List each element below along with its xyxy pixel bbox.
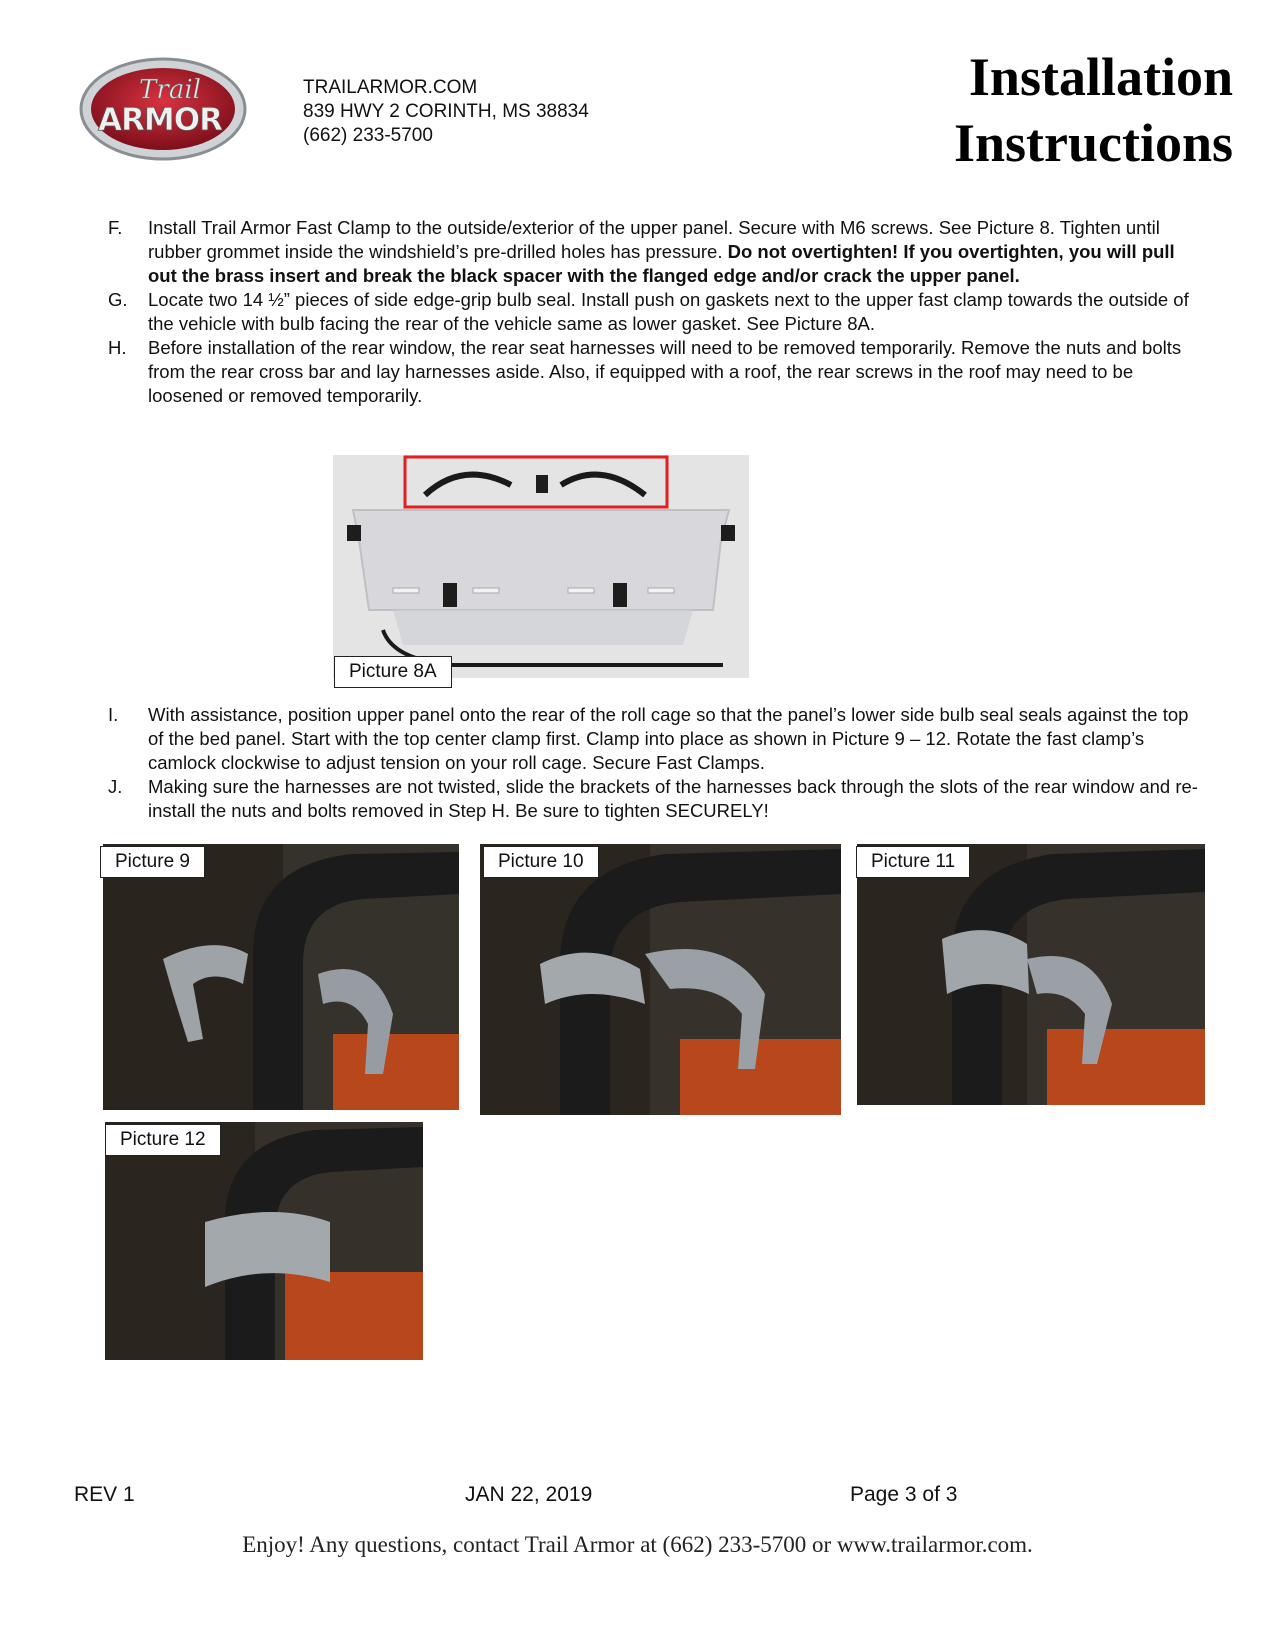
- title-line-2: Instructions: [953, 113, 1233, 173]
- picture-9-photo: [103, 844, 459, 1110]
- step-letter: I.: [108, 704, 119, 725]
- step-text: Making sure the harnesses are not twisted, slide the brackets of the harnesses back through the slots of the rear window and re-install the nuts and bolts removed in Step H. Be sure to tighten SECURELY!: [148, 776, 1198, 821]
- trail-armor-logo: [78, 54, 248, 164]
- step-text: With assistance, position upper panel onto the rear of the roll cage so that the panel’s lower side bulb seal seals against the top of the bed panel. Start with the top center clamp first. Clamp into place as shown in Picture 9 – 12. Rotate the fast clamp’s camlock clockwise to adjust tension on your roll cage. Secure Fast Clamps.: [148, 704, 1189, 773]
- step-text: Install Trail Armor Fast Clamp to the outside/exterior of the upper panel. Secure with M6 screws. See Picture 8. Tighten until rubber grommet inside the windshield’s pre-drilled holes has pressure.: [148, 217, 1160, 262]
- step-letter: G.: [108, 289, 128, 310]
- contact-block: [303, 76, 589, 148]
- logo-text-trail: Trail: [139, 75, 201, 105]
- picture-8a-caption: Picture 8A: [334, 656, 452, 688]
- footer-page: Page 3 of 3: [850, 1483, 958, 1506]
- footer-date: JAN 22, 2019: [465, 1483, 593, 1506]
- step-letter: J.: [108, 776, 123, 797]
- title-line-1: Installation: [968, 47, 1233, 107]
- picture-12-caption: Picture 12: [105, 1124, 221, 1156]
- step-f: [108, 216, 1208, 288]
- picture-10-photo: [480, 844, 841, 1115]
- picture-10-caption: Picture 10: [483, 846, 599, 878]
- picture-11-caption: Picture 11: [856, 846, 970, 878]
- step-letter: H.: [108, 337, 127, 358]
- picture-11-photo: [857, 844, 1205, 1105]
- phone-text: (662) 233-5700: [303, 125, 433, 146]
- website-text: TRAILARMOR.COM: [303, 77, 478, 98]
- step-g: [108, 288, 1208, 336]
- step-j: [108, 775, 1208, 823]
- step-text: Before installation of the rear window, the rear seat harnesses will need to be removed temporarily. Remove the nuts and bolts from the rear cross bar and lay harnesses aside. Also, if equipped with a roof, the rear screws in the roof may need to be loosened or removed temporarily.: [148, 337, 1182, 406]
- step-letter: F.: [108, 217, 123, 238]
- picture-9-caption: Picture 9: [100, 846, 205, 878]
- steps-bottom: [108, 703, 1208, 823]
- step-warning: Do not overtighten! If you overtighten, you will pull out the brass insert and break the black spacer with the flanged edge and/or crack the upper panel.: [148, 241, 1175, 286]
- footer-contact-note: Enjoy! Any questions, contact Trail Armor at (662) 233-5700 or www.trailarmor.com.: [242, 1532, 1033, 1557]
- step-h: [108, 336, 1208, 408]
- footer-rev: REV 1: [74, 1483, 135, 1506]
- step-i: [108, 703, 1208, 775]
- picture-12-photo: [105, 1122, 423, 1360]
- steps-top: [108, 216, 1208, 408]
- document-title: [954, 44, 1233, 176]
- step-text: Locate two 14 ½” pieces of side edge-grip bulb seal. Install push on gaskets next to the upper fast clamp towards the outside of the vehicle with bulb facing the rear of the vehicle same as lower gasket. See Picture 8A.: [148, 289, 1189, 334]
- address-text: 839 HWY 2 CORINTH, MS 38834: [303, 101, 589, 122]
- logo-text-armor: ARMOR: [98, 102, 222, 138]
- picture-8a-photo: [333, 455, 749, 678]
